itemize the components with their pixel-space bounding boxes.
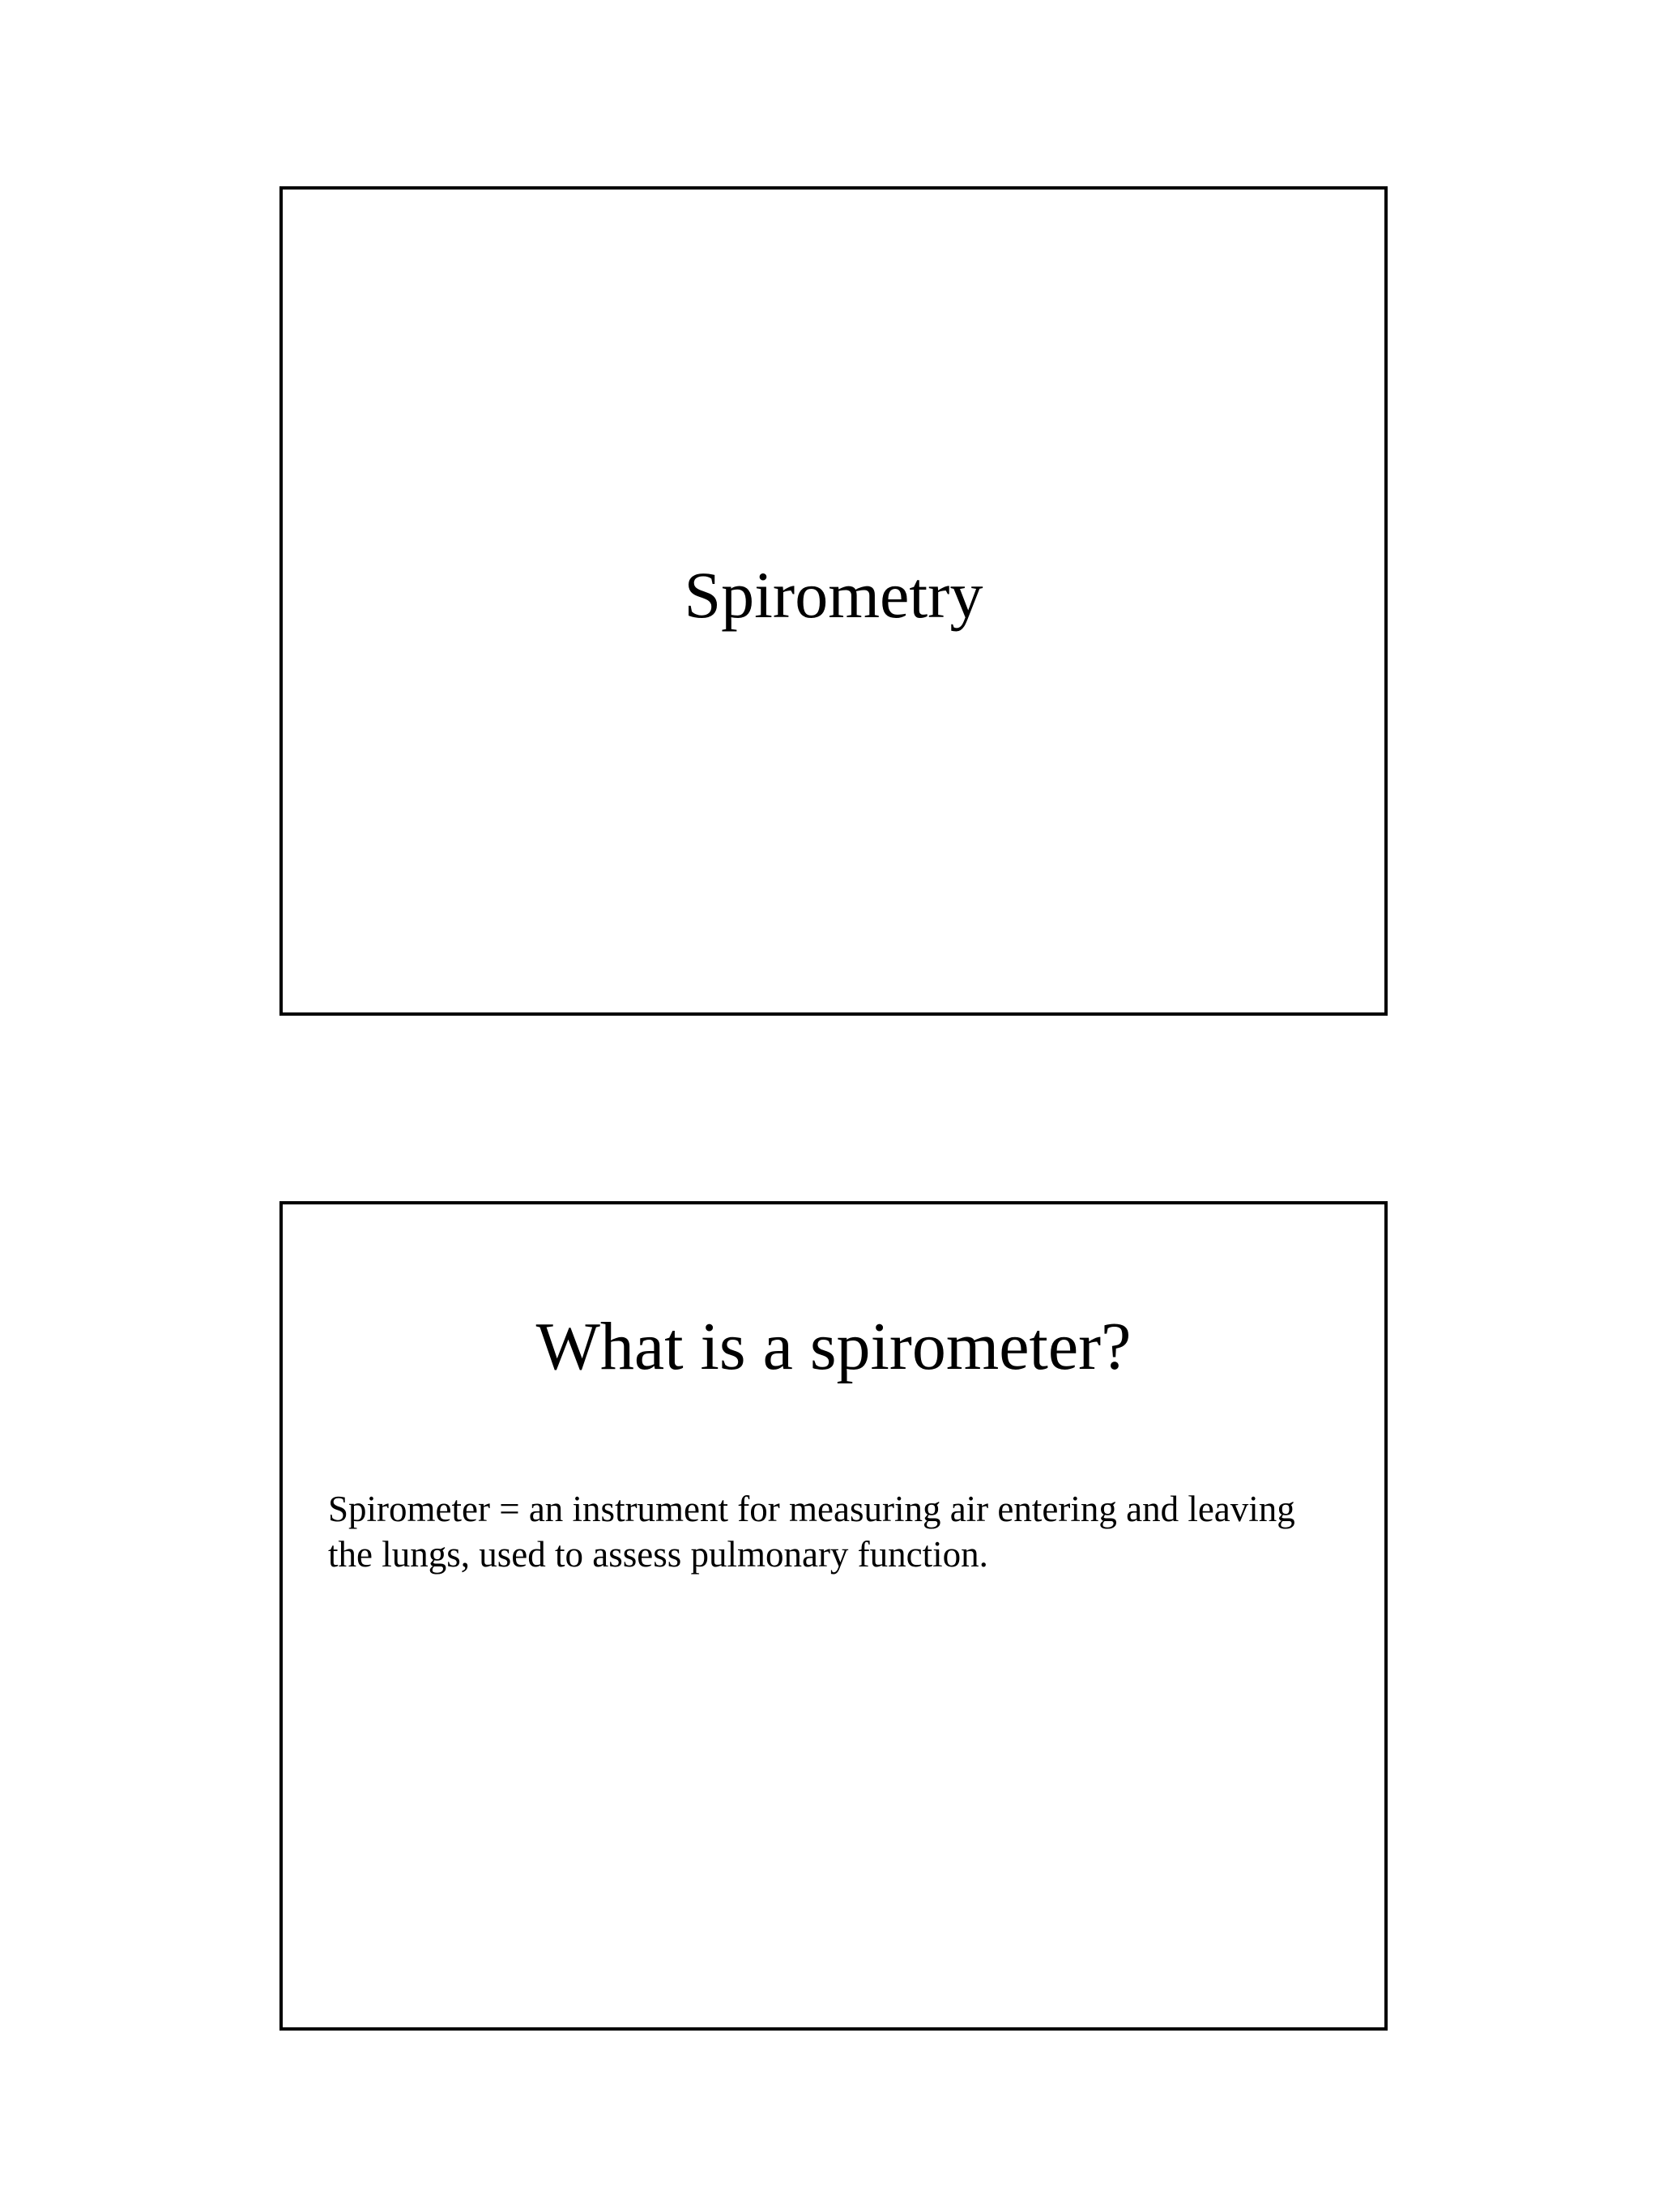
slide-2-body-text: Spirometer = an instrument for measuring air entering and leaving the lungs, used to assess pulmonary function. bbox=[328, 1489, 1295, 1575]
slide-2 bbox=[279, 1201, 1388, 2031]
slide-1 bbox=[279, 186, 1388, 1016]
slide-2-title: What is a spirometer? bbox=[535, 1309, 1132, 1384]
slide-1-title: Spirometry bbox=[684, 558, 983, 632]
